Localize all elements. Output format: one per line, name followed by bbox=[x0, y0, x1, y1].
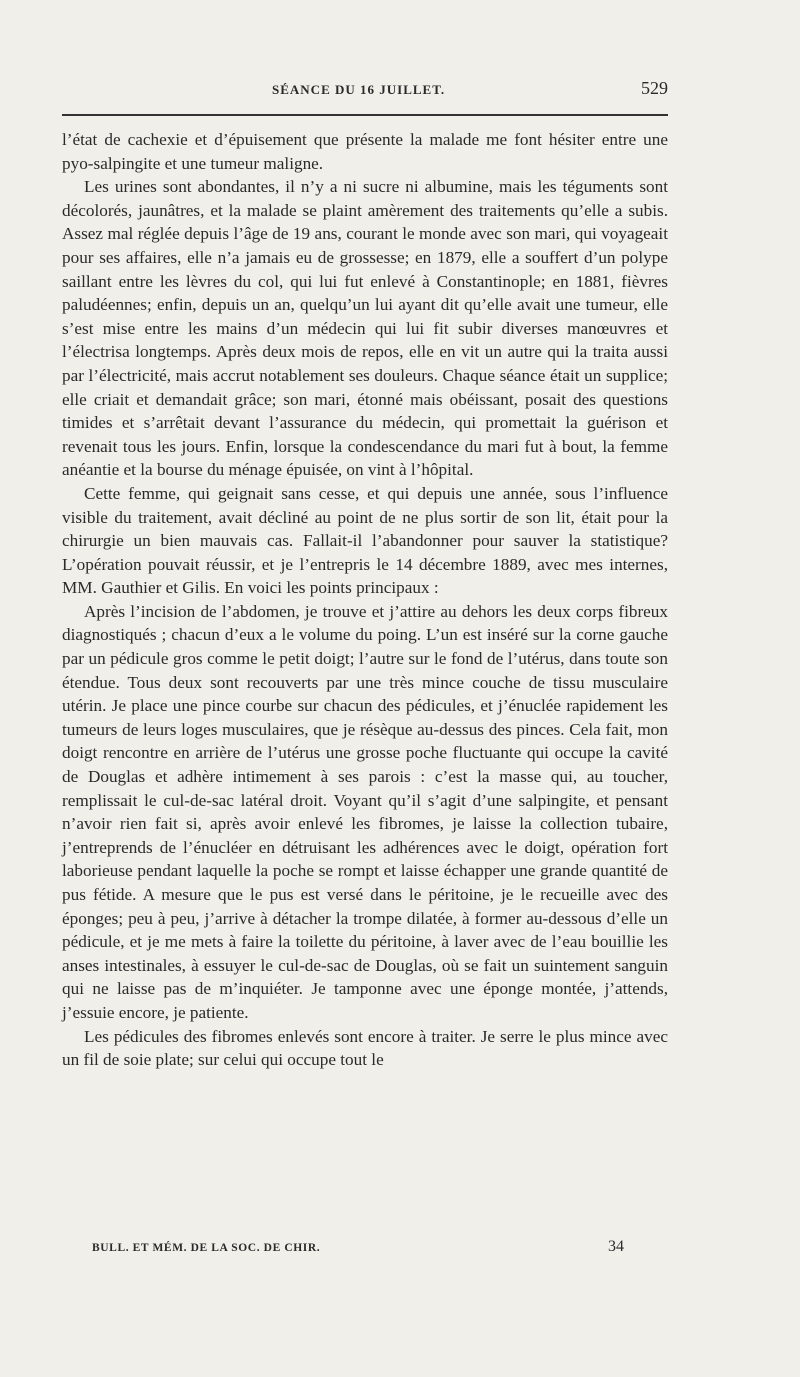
page-footer bbox=[62, 1238, 668, 1260]
paragraph: Cette femme, qui geignait sans cesse, et qui depuis une année, sous l’influence visible du traitement, avait décliné au point de ne plus sortir de son lit, était pour la chirurgie un bien mauvais cas. Fallait-il l’abandonner pour sauver la statistique? L’opération pouvait réussir, et je l’entrepris le 14 décembre 1889, avec mes internes, MM. Gauthier et Gilis. En voici les points principaux : bbox=[62, 483, 668, 598]
paragraph: Après l’incision de l’abdomen, je trouve et j’attire au dehors les deux corps fibreux diagnostiqués ; chacun d’eux a le volume du poing. L’un est inséré sur la corne gauche par un pédicule gros comme le petit doigt; l’autre sur le fond de l’utérus, dans toute son étendue. Tous deux sont recouverts par une très mince couche de tissu musculaire utérin. Je place une pince courbe sur chacun des pédicules, et j’énuclée rapidement les tumeurs de leurs loges musculaires, que je résèque au-dessus des pinces. Cela fait, mon doigt rencontre en arrière de l’utérus une grosse poche fluctuante qui occupe la cavité de Douglas et adhère intimement à ses parois : c’est la masse qui, au toucher, remplissait le cul-de-sac latéral droit. Voyant qu’il s’agit d’une salpingite, et pensant n’avoir rien fait si, après avoir enlevé les fibromes, je laisse la collection tubaire, j’entreprends de l’énucléer en détruisant les adhérences avec le doigt, opération fort laborieuse pendant laquelle la poche se rompt et laisse échapper une grande quantité de pus fétide. A mesure que le pus est versé dans le péritoine, je le recueille avec des éponges; peu à peu, j’arrive à détacher la trompe dilatée, à former au-dessous d’elle un pédicule, et je me mets à faire la toilette du péritoine, à laver avec de l’eau bouillie les anses intestinales, à essuyer le cul-de-sac de Douglas, où se fait un suintement sanguin qui ne laisse pas de m’inquiéter. Je tamponne avec une éponge montée, j’attends, j’essuie encore, je patiente. bbox=[62, 601, 668, 1022]
running-title: SÉANCE DU 16 JUILLET. bbox=[272, 82, 446, 97]
paragraph: Les urines sont abondantes, il n’y a ni sucre ni albumine, mais les téguments sont décolorés, jaunâtres, et la malade se plaint amèrement des traitements qu’elle a subis. Assez mal réglée depuis l’âge de 19 ans, courant le monde avec son mari, qui voyageait pour ses affaires, elle n’a jamais eu de grossesse; en 1879, elle a souffert d’un polype saillant entre les lèvres du col, qui lui fut enlevé à Constantinople; en 1881, fièvres paludéennes; enfin, depuis un an, quelqu’un lui ayant dit qu’elle avait une tumeur, elle s’est mise entre les mains d’un médecin qui lui fit subir diverses manœuvres et l’électrisa longtemps. Après deux mois de repos, elle en vit un autre qui la traita aussi par l’électricité, mais accrut notablement ses douleurs. Chaque séance était un supplice; elle criait et demandait grâce; son mari, étonné mais obéissant, posait des questions timides et s’arrêtait devant l’assurance du médecin, qui promettait la guérison et revenait tous les jours. Enfin, lorsque la condescendance du mari fut à bout, la femme anéantie et la bourse du ménage épuisée, on vint à l’hôpital. bbox=[62, 177, 668, 480]
header-rule bbox=[62, 114, 668, 116]
paragraph: l’état de cachexie et d’épuisement que présente la malade me font hésiter entre une pyo-salpingite et une tumeur maligne. bbox=[62, 130, 668, 173]
body-text bbox=[62, 128, 668, 1072]
signature-mark: 34 bbox=[608, 1238, 624, 1255]
page-header bbox=[62, 78, 668, 104]
page-number: 529 bbox=[641, 78, 668, 98]
paragraph: Les pédicules des fibromes enlevés sont encore à traiter. Je serre le plus mince avec un fil de soie plate; sur celui qui occupe tout le bbox=[62, 1026, 668, 1070]
journal-name: BULL. ET MÉM. DE LA SOC. DE CHIR. bbox=[92, 1242, 321, 1254]
